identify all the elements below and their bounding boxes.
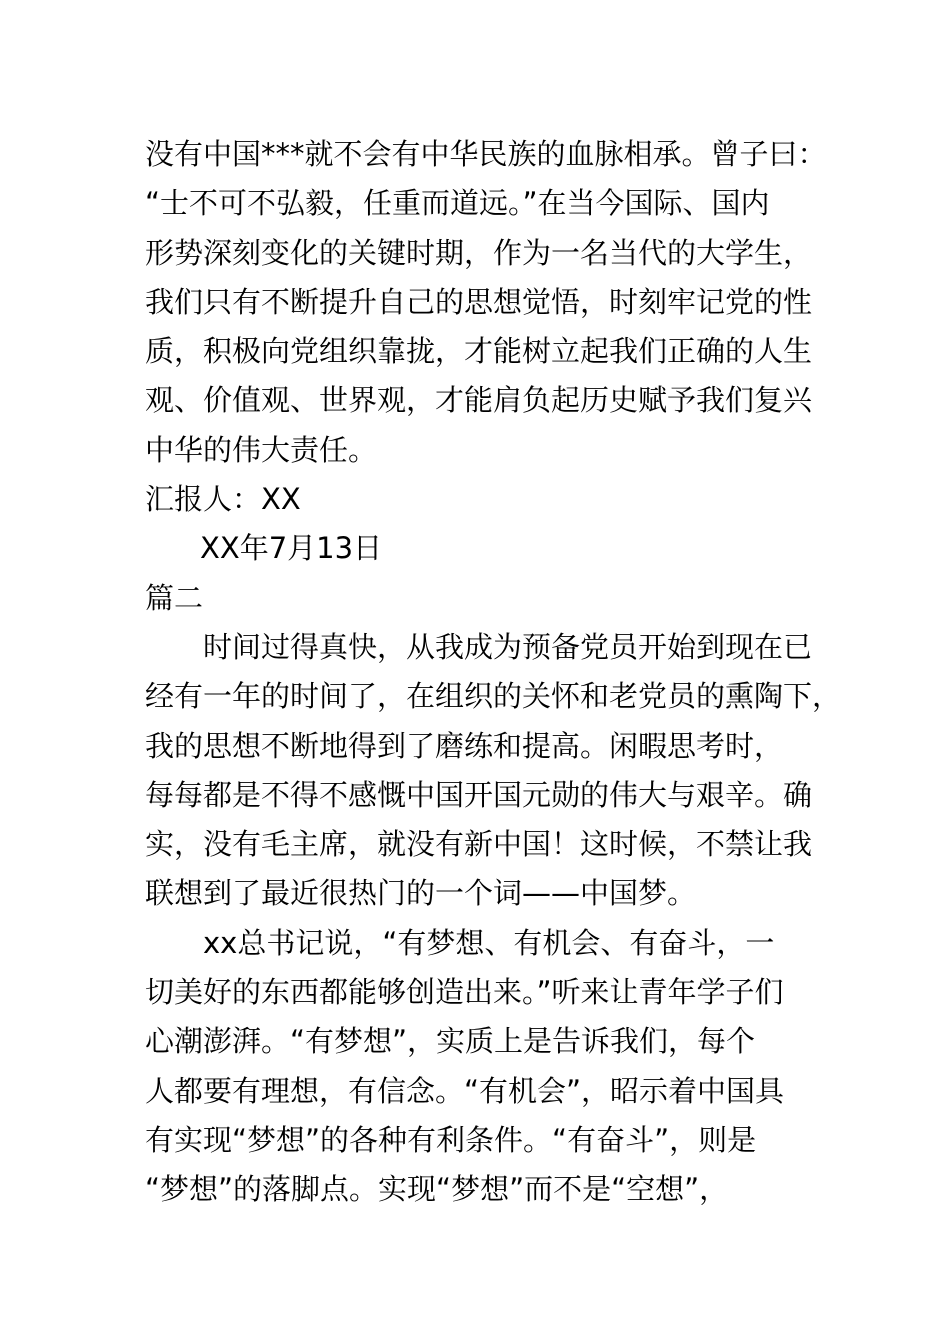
text-line: “梦想”的落脚点。实现“梦想”而不是“空想”，: [145, 1172, 729, 1207]
text-line: 中华的伟大责任。: [145, 432, 378, 467]
text-line: 质，积极向党组织靠拢，才能树立起我们正确的人生: [145, 334, 813, 369]
text-line: 实，没有毛主席，就没有新中国！这时候，不禁让我: [145, 827, 813, 862]
section-heading: 篇二: [145, 580, 204, 615]
text-line: 切美好的东西都能够创造出来。”听来让青年学子们: [145, 975, 784, 1010]
text-line: “士不可不弘毅，任重而道远。”在当今国际、国内: [145, 186, 770, 221]
text-line: 时间过得真快，从我成为预备党员开始到现在已: [203, 629, 813, 664]
text-line: 我们只有不断提升自己的思想觉悟，时刻牢记党的性: [145, 284, 813, 319]
text-line: 经有一年的时间了，在组织的关怀和老党员的熏陶下，: [145, 679, 842, 714]
text-line: 心潮澎湃。“有梦想”，实质上是告诉我们，每个: [145, 1024, 756, 1059]
text-line: 人都要有理想，有信念。“有机会”，昭示着中国具: [145, 1073, 785, 1108]
text-line: 观、价值观、世界观，才能肩负起历史赋予我们复兴: [145, 383, 813, 418]
text-line: 没有中国***就不会有中华民族的血脉相承。曾子曰：: [145, 137, 827, 171]
text-line: 有实现“梦想”的各种有利条件。“有奋斗”，则是: [145, 1122, 757, 1157]
text-line: 联想到了最近很热门的一个词——中国梦。: [145, 876, 697, 911]
text-line: xx总书记说，“有梦想、有机会、有奋斗，一: [203, 925, 775, 960]
reporter-line: 汇报人：XX: [145, 482, 301, 517]
text-line: 我的思想不断地得到了磨练和提高。闲暇思考时，: [145, 728, 784, 763]
body-text: [145, 130, 845, 1215]
text-line: 每每都是不得不感慨中国开国元勋的伟大与艰辛。确: [145, 777, 813, 812]
date-line: XX年7月13日: [200, 531, 383, 566]
text-line: 形势深刻变化的关键时期，作为一名当代的大学生，: [145, 235, 813, 270]
